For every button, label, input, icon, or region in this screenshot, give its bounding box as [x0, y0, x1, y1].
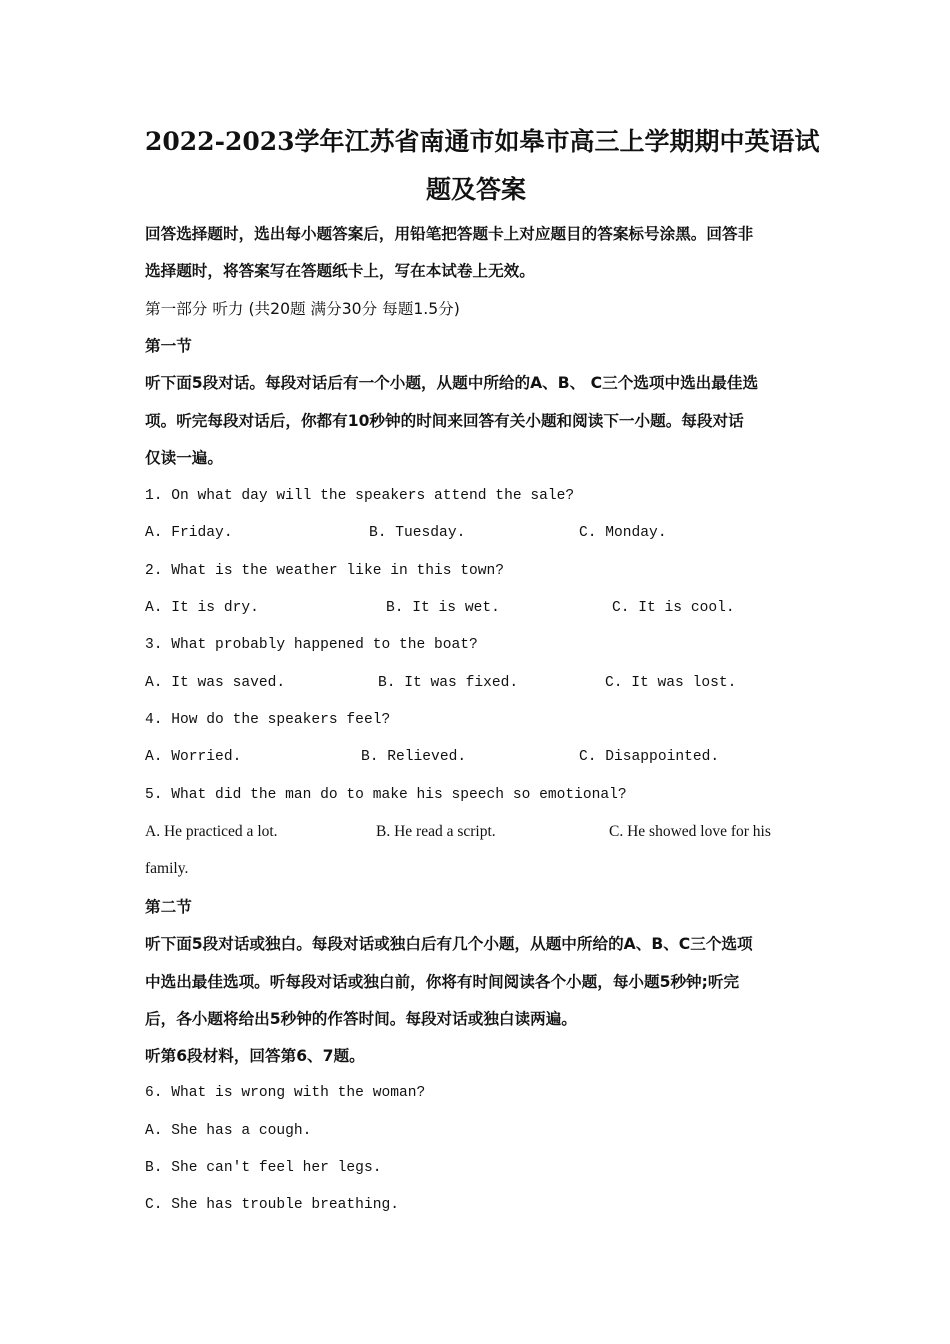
question-2-option-b: B. It is wet. — [386, 600, 500, 616]
question-1-option-a: A. Friday. — [145, 525, 233, 541]
question-3: 3. What probably happened to the boat? — [145, 637, 478, 653]
question-2: 2. What is the weather like in this town? — [145, 563, 505, 579]
question-4: 4. How do the speakers feel? — [145, 712, 391, 728]
question-3-option-b: B. It was fixed. — [378, 675, 519, 691]
question-6-option-a: A. She has a cough. — [145, 1123, 312, 1139]
question-1-option-c: C. Monday. — [579, 525, 667, 541]
section2-directions-line-1: 听下面5段对话或独白。每段对话或独白后有几个小题，从题中所给的A、B、C三个选项 — [145, 935, 753, 953]
question-4-option-c: C. Disappointed. — [579, 749, 720, 765]
question-5-option-c-continued: family. — [145, 860, 189, 877]
material-6-heading: 听第6段材料，回答第6、7题。 — [145, 1047, 365, 1065]
instructions-line-2: 选择题时，将答案写在答题纸卡上，写在本试卷上无效。 — [145, 262, 535, 280]
question-6-option-c: C. She has trouble breathing. — [145, 1197, 399, 1213]
question-5: 5. What did the man do to make his speech so emotional? — [145, 787, 627, 803]
question-6-option-b: B. She can't feel her legs. — [145, 1160, 382, 1176]
question-3-option-a: A. It was saved. — [145, 675, 286, 691]
question-6: 6. What is wrong with the woman? — [145, 1085, 426, 1101]
section1-directions-line-3: 仅读一遍。 — [145, 449, 223, 467]
section1-directions-line-1: 听下面5段对话。每段对话后有一个小题，从题中所给的A、B、 C三个选项中选出最佳选 — [145, 374, 759, 392]
question-2-option-a: A. It is dry. — [145, 600, 259, 616]
question-5-option-a: A. He practiced a lot. — [145, 823, 278, 840]
section2-heading: 第二节 — [145, 898, 192, 916]
question-1-option-b: B. Tuesday. — [369, 525, 466, 541]
part1-heading: 第一部分 听力 (共20题 满分30分 每题1.5分) — [145, 300, 460, 318]
question-4-option-a: A. Worried. — [145, 749, 242, 765]
question-2-option-c: C. It is cool. — [612, 600, 735, 616]
instructions-line-1: 回答选择题时，选出每小题答案后，用铅笔把答题卡上对应题目的答案标号涂黑。回答非 — [145, 225, 754, 243]
section1-heading: 第一节 — [145, 337, 192, 355]
document-title-line-2: 题及答案 — [425, 175, 526, 204]
question-5-option-b: B. He read a script. — [376, 823, 496, 840]
section2-directions-line-3: 后，各小题将给出5秒钟的作答时间。每段对话或独白读两遍。 — [145, 1010, 577, 1028]
question-3-option-c: C. It was lost. — [605, 675, 737, 691]
question-4-option-b: B. Relieved. — [361, 749, 467, 765]
question-1: 1. On what day will the speakers attend the sale? — [145, 488, 575, 504]
document-title-line-1: 2022-2023学年江苏省南通市如皋市高三上学期期中英语试 — [145, 127, 820, 156]
section2-directions-line-2: 中选出最佳选项。听每段对话或独白前，你将有时间阅读各个小题，每小题5秒钟;听完 — [145, 973, 740, 991]
question-5-option-c: C. He showed love for his — [609, 823, 771, 840]
section1-directions-line-2: 项。听完每段对话后，你都有10秒钟的时间来回答有关小题和阅读下一小题。每段对话 — [145, 412, 744, 430]
